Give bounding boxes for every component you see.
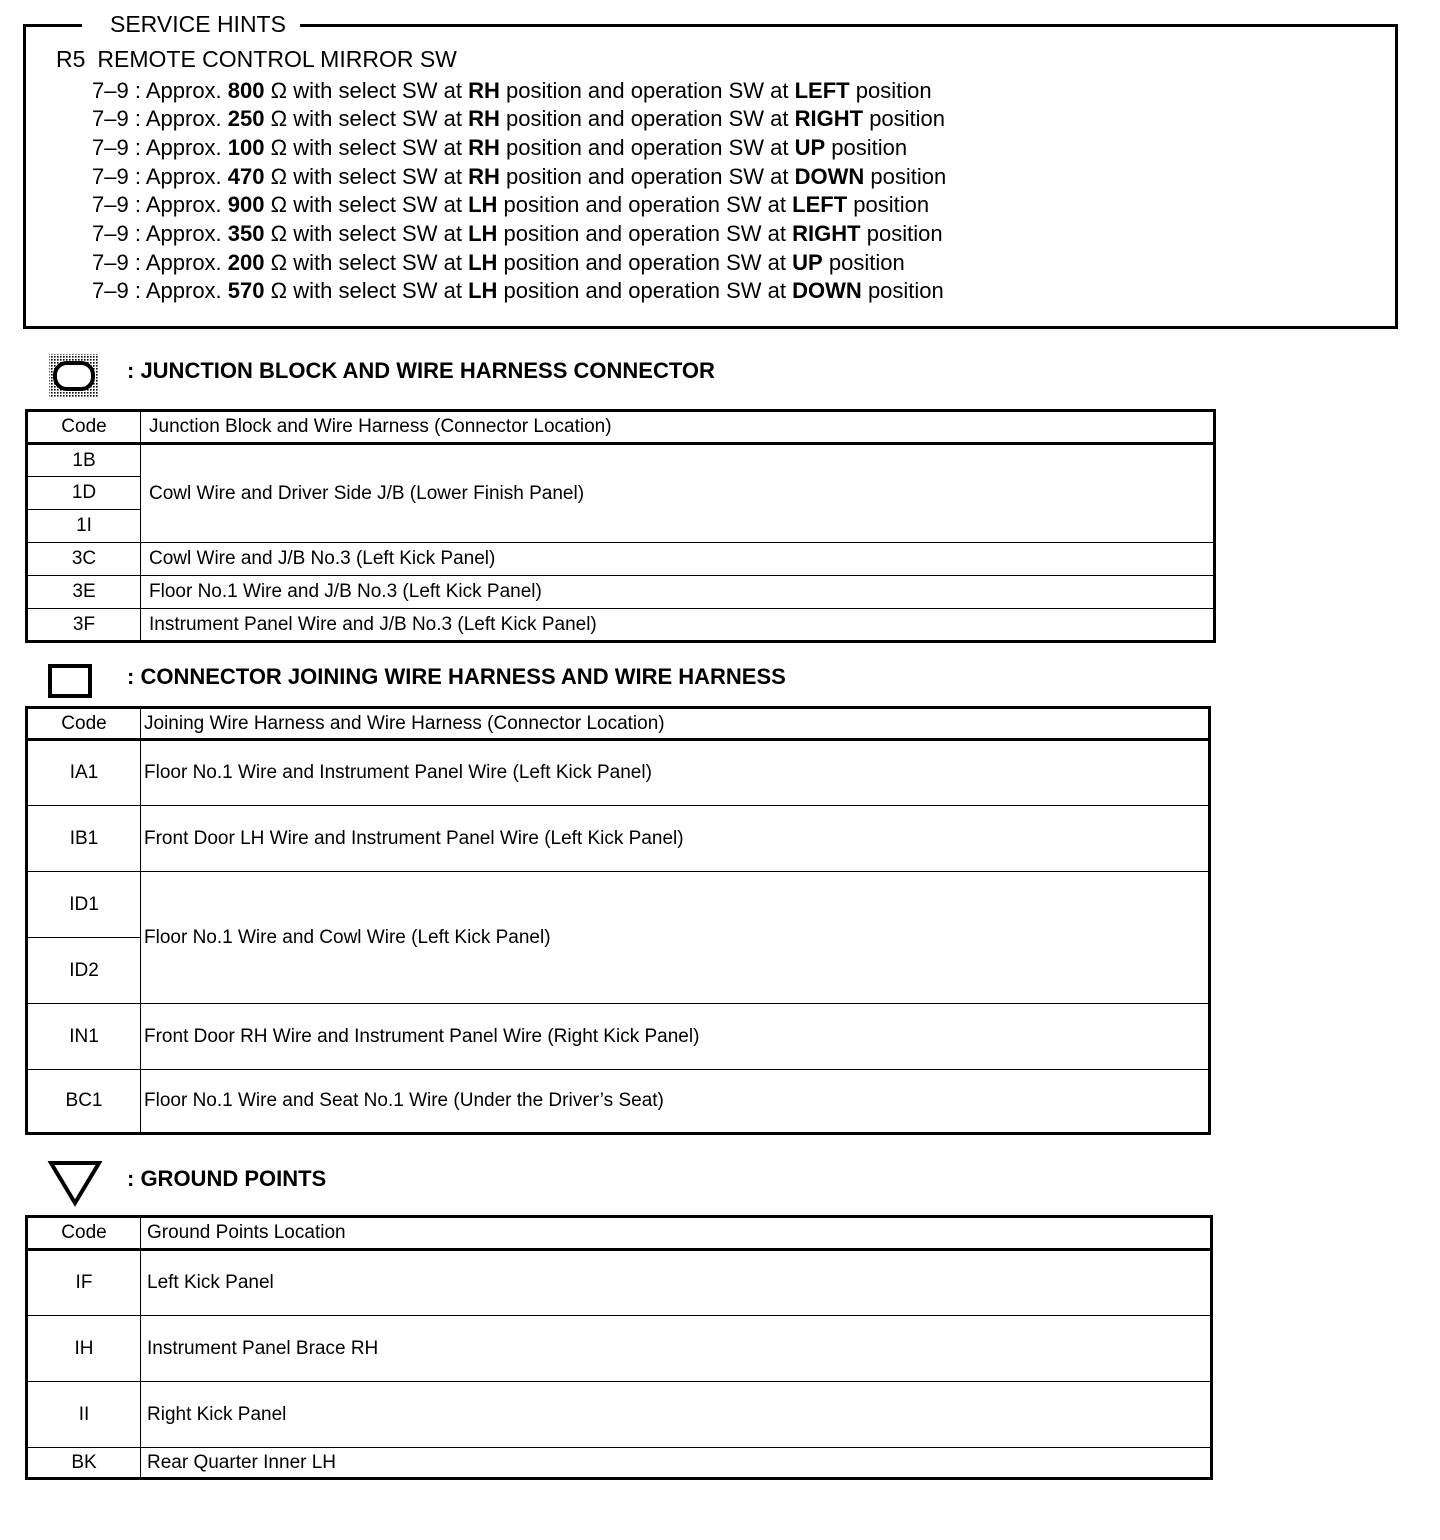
hint-line: 7–9 : Approx. 100 Ω with select SW at RH position and operation SW at UP position: [92, 135, 908, 160]
table-row: [27, 806, 1210, 872]
hint-line: 7–9 : Approx. 470 Ω with select SW at RH position and operation SW at DOWN position: [92, 164, 947, 189]
hint-line: 7–9 : Approx. 800 Ω with select SW at RH position and operation SW at LEFT position: [92, 78, 932, 103]
location-cell: Instrument Panel Brace RH: [141, 1316, 1212, 1382]
code-cell: IB1: [27, 806, 141, 872]
table-row: [27, 1316, 1212, 1382]
component-name: REMOTE CONTROL MIRROR SW: [97, 46, 457, 72]
location-cell: Instrument Panel Wire and J/B No.3 (Left Kick Panel): [141, 609, 1215, 642]
column-header-code: Code: [27, 411, 141, 444]
code-cell: BK: [27, 1448, 141, 1479]
table-row: [27, 1070, 1210, 1134]
connector-heading: : CONNECTOR JOINING WIRE HARNESS AND WIRE HARNESS: [127, 664, 786, 689]
component-ref: R5: [56, 46, 86, 72]
hint-line: 7–9 : Approx. 200 Ω with select SW at LH position and operation SW at UP position: [92, 250, 905, 275]
column-header-code: Code: [27, 1217, 141, 1250]
code-cell: IH: [27, 1316, 141, 1382]
table-row: [27, 1382, 1212, 1448]
table-row: [27, 576, 1215, 609]
column-header-location: Joining Wire Harness and Wire Harness (Connector Location): [141, 708, 1210, 740]
location-cell: Right Kick Panel: [141, 1382, 1212, 1448]
table-row: [27, 1250, 1212, 1316]
hint-line: 7–9 : Approx. 350 Ω with select SW at LH position and operation SW at RIGHT position: [92, 221, 943, 246]
code-cell: BC1: [27, 1070, 141, 1134]
code-cell: IN1: [27, 1004, 141, 1070]
location-cell: Left Kick Panel: [141, 1250, 1212, 1316]
rectangle-icon: [48, 664, 92, 698]
location-cell: Cowl Wire and J/B No.3 (Left Kick Panel): [141, 543, 1215, 576]
location-cell: Front Door LH Wire and Instrument Panel Wire (Left Kick Panel): [141, 806, 1210, 872]
column-header-code: Code: [27, 708, 141, 740]
column-header-location: Junction Block and Wire Harness (Connector Location): [141, 411, 1215, 444]
ground-heading: : GROUND POINTS: [127, 1166, 327, 1191]
code-cell: 1D: [27, 477, 141, 510]
junction-heading: : JUNCTION BLOCK AND WIRE HARNESS CONNECTOR: [127, 358, 715, 383]
table-row: [27, 872, 1210, 938]
location-cell: Floor No.1 Wire and Cowl Wire (Left Kick Panel): [141, 872, 1210, 1004]
code-cell: IA1: [27, 740, 141, 806]
junction-table: [25, 409, 1216, 643]
location-cell: Rear Quarter Inner LH: [141, 1448, 1212, 1479]
location-cell: Floor No.1 Wire and Instrument Panel Wire (Left Kick Panel): [141, 740, 1210, 806]
service-hints-legend: SERVICE HINTS: [82, 10, 300, 38]
connector-table: [25, 706, 1211, 1135]
table-row: [27, 444, 1215, 477]
column-header-location: Ground Points Location: [141, 1217, 1212, 1250]
triangle-down-icon: [47, 1159, 103, 1207]
code-cell: ID1: [27, 872, 141, 938]
table-row: [27, 609, 1215, 642]
location-cell: Cowl Wire and Driver Side J/B (Lower Finish Panel): [141, 444, 1215, 543]
location-cell: Front Door RH Wire and Instrument Panel Wire (Right Kick Panel): [141, 1004, 1210, 1070]
location-cell: Floor No.1 Wire and J/B No.3 (Left Kick Panel): [141, 576, 1215, 609]
code-cell: IF: [27, 1250, 141, 1316]
table-row: [27, 1448, 1212, 1479]
service-hints-title: [56, 44, 457, 74]
hint-line: 7–9 : Approx. 250 Ω with select SW at RH position and operation SW at RIGHT position: [92, 106, 946, 131]
code-cell: II: [27, 1382, 141, 1448]
code-cell: ID2: [27, 938, 141, 1004]
code-cell: 1B: [27, 444, 141, 477]
code-cell: 3C: [27, 543, 141, 576]
table-row: [27, 1004, 1210, 1070]
code-cell: 1I: [27, 510, 141, 543]
location-cell: Floor No.1 Wire and Seat No.1 Wire (Under the Driver’s Seat): [141, 1070, 1210, 1134]
table-row: [27, 740, 1210, 806]
code-cell: 3E: [27, 576, 141, 609]
table-row: [27, 543, 1215, 576]
hint-line: 7–9 : Approx. 570 Ω with select SW at LH position and operation SW at DOWN position: [92, 278, 944, 303]
hint-line: 7–9 : Approx. 900 Ω with select SW at LH position and operation SW at LEFT position: [92, 192, 930, 217]
rounded-rect-shaded-icon: [48, 353, 100, 399]
code-cell: 3F: [27, 609, 141, 642]
ground-table: [25, 1215, 1213, 1480]
